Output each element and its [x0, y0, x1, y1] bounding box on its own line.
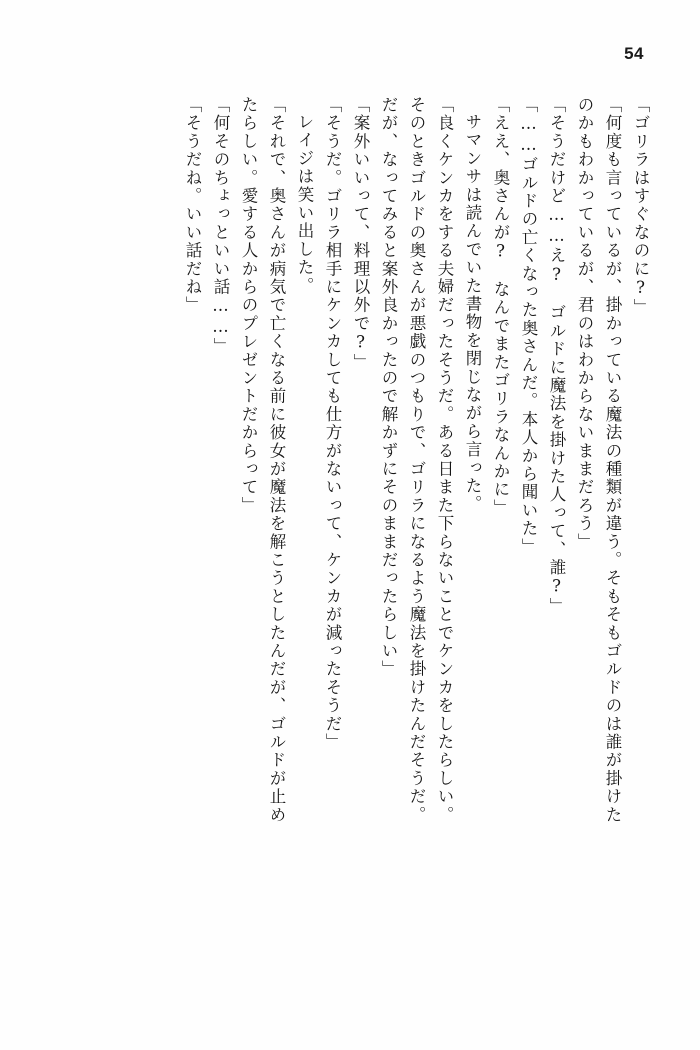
text-line: 「ええ、奥さんが? なんでまたゴリラなんかに」 — [491, 96, 510, 518]
text-line: 「……ゴルドの亡くなった奥さんだ。本人から聞いた」 — [519, 96, 538, 556]
text-line: 「そうだ。ゴリラ相手にケンカしても仕方がないって、ケンカが減ったそうだ」 — [323, 96, 342, 752]
text-line: サマンサは読んでいた書物を閉じながら言った。 — [463, 113, 482, 514]
text-line: 「それで、奥さんが病気で亡くなる前に彼女が魔法を解こうとしたんだが、ゴルドが止め — [267, 96, 286, 824]
text-line: のかもわかっているが、君のはわからないままだろう」 — [575, 96, 594, 551]
text-line: 「そうだけど……え? ゴルドに魔法を掛けた人って、誰?」 — [547, 96, 566, 616]
text-line: そのときゴルドの奥さんが悪戯のつもりで、ゴリラになるよう魔法を掛けたんだそうだ。 — [407, 96, 426, 824]
text-line: 「良くケンカをする夫婦だったそうだ。ある日また下らないことでケンカをしたらしい。 — [435, 96, 454, 824]
page-text-body — [52, 96, 648, 1002]
text-line: レイジは笑い出した。 — [295, 113, 314, 295]
text-line: 「何そのちょっといい話……」 — [211, 96, 230, 356]
text-line: 「案外いいって、料理以外で?」 — [351, 96, 370, 372]
text-line: たらしい。愛する人からのプレゼントだからって」 — [239, 96, 258, 515]
text-line: 「何度も言っているが、掛かっている魔法の種類が違う。そもそもゴルドのは誰が掛けた — [603, 96, 622, 824]
text-line: だが、なってみると案外良かったので解かずにそのままだったらしい」 — [379, 96, 398, 679]
page-number: 54 — [624, 44, 644, 63]
text-line: 「ゴリラはすぐなのに?」 — [631, 96, 650, 317]
text-line: 「そうだね。いい話だね」 — [183, 96, 202, 315]
